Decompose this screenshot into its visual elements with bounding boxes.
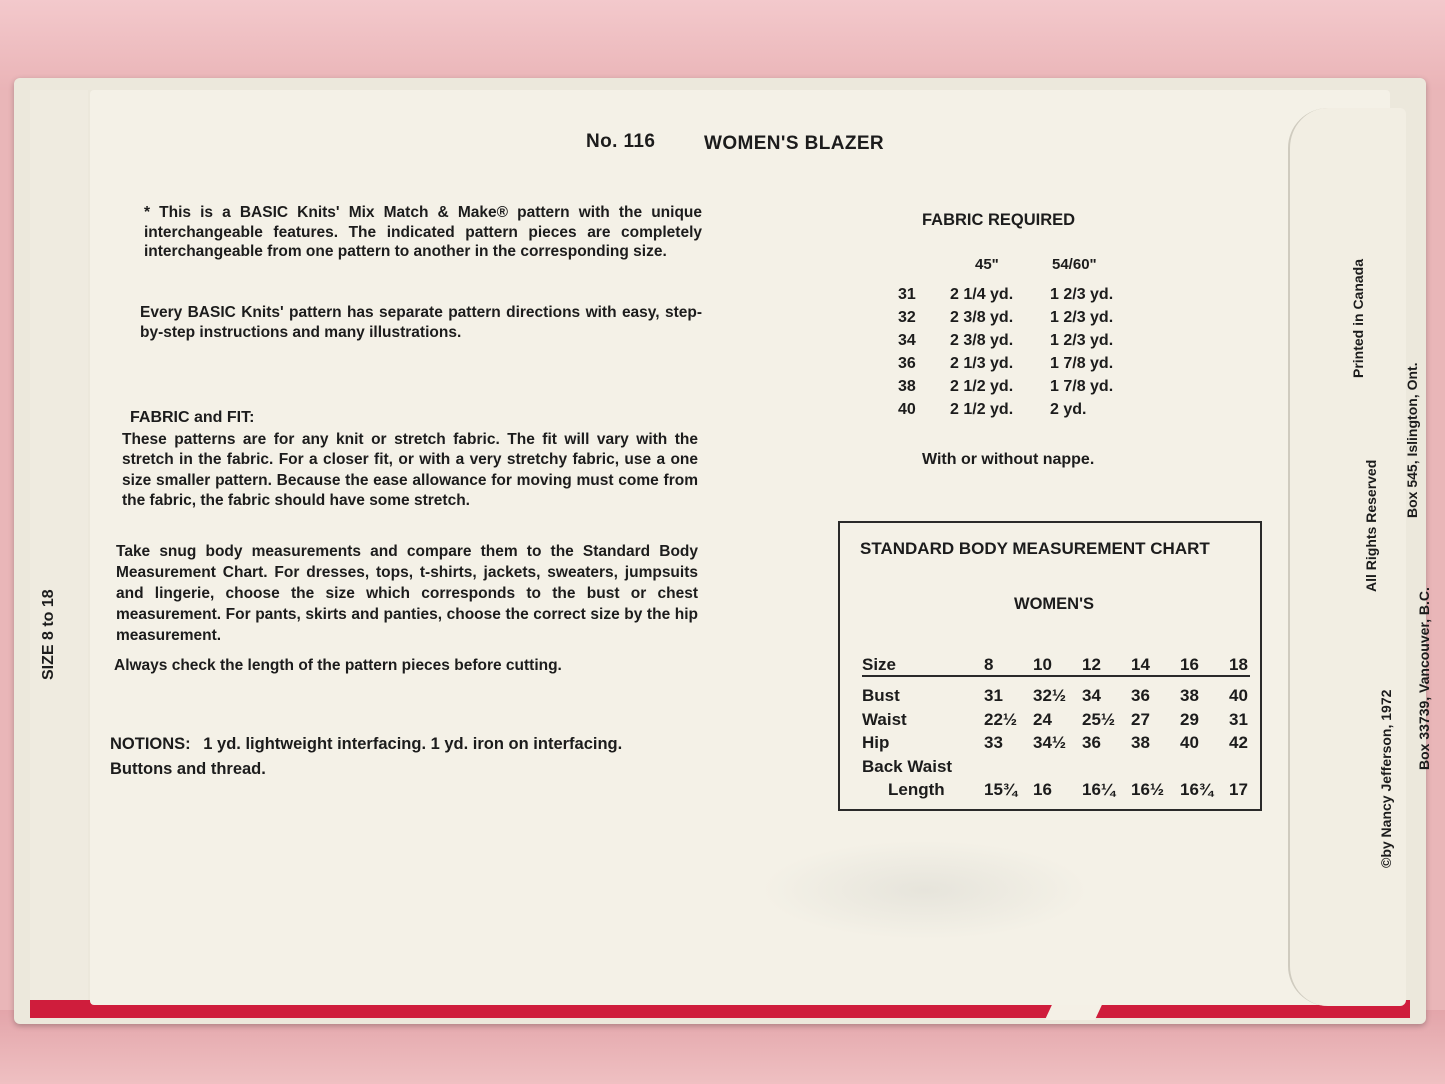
- chart-table: [862, 653, 1278, 802]
- fabric-cell-size: 31: [898, 286, 916, 303]
- envelope-flap: [1288, 108, 1406, 1006]
- chart-size-header-value: 12: [1082, 654, 1101, 674]
- chart-row-length: [862, 779, 1278, 803]
- chart-size-header-label: Size: [862, 654, 897, 674]
- fabric-row: [898, 332, 1113, 355]
- vancouver-address: Box 33739, Vancouver, B.C.: [1416, 587, 1432, 770]
- copyright-notice: ©by Nancy Jefferson, 1972: [1378, 689, 1394, 868]
- fabric-row: [898, 378, 1113, 401]
- chart-row-bust: [862, 685, 1278, 709]
- fabric-row: [898, 286, 1113, 309]
- chart-row-length-value: 16½: [1131, 780, 1165, 800]
- chart-row-back-waist: [862, 755, 1278, 779]
- chart-row-hip: [862, 732, 1278, 756]
- chart-size-header-value: 10: [1033, 654, 1052, 674]
- chart-row-length-value: 17: [1229, 780, 1248, 800]
- fabric-row: [898, 309, 1113, 332]
- fabric-cell-w60: 1 2/3 yd.: [1050, 332, 1114, 349]
- fabric-required-table: [898, 286, 1113, 424]
- fabric-cell-size: 34: [898, 332, 916, 349]
- notions-text-2: Buttons and thread.: [110, 760, 266, 778]
- chart-row-waist-value: 25½: [1082, 709, 1116, 729]
- fabric-cell-w60: 1 2/3 yd.: [1050, 309, 1114, 326]
- fabric-cell-w45: 2 1/3 yd.: [950, 355, 1014, 372]
- fabric-cell-w45: 2 3/8 yd.: [950, 309, 1014, 326]
- pattern-title: WOMEN'S BLAZER: [704, 133, 885, 154]
- fabric-cell-w45: 2 1/2 yd.: [950, 401, 1014, 418]
- chart-row-bust-value: 31: [984, 686, 1003, 706]
- envelope-left-edge: [30, 90, 88, 1002]
- fabric-cell-size: 36: [898, 355, 916, 372]
- fabric-row: [898, 401, 1113, 424]
- fabric-fit-paragraph-2: Take snug body measurements and compare them to the Standard Body Measurement Chart. For dresses, tops, t-shirts, jackets, sweaters, jumpsuits and lingerie, choose the size which corresponds to the bust or chest measurement. For pants, skirts and panties, choose the correct size by the hip measurement.: [116, 543, 698, 644]
- chart-row-length-value: 16: [1033, 780, 1052, 800]
- chart-row-waist-value: 24: [1033, 709, 1052, 729]
- chart-size-header-value: 8: [984, 654, 994, 674]
- fabric-cell-w60: 1 2/3 yd.: [1050, 286, 1114, 303]
- chart-title: STANDARD BODY MEASUREMENT CHART: [860, 539, 1210, 558]
- intro-paragraph-1: * This is a BASIC Knits' Mix Match & Make® pattern with the unique interchangeable features. The indicated pattern pieces are completely interchangeable from one pattern to another in the corresponding size.: [144, 204, 702, 260]
- faded-print-smudge: [760, 840, 1090, 940]
- chart-row-waist-value: 31: [1229, 709, 1248, 729]
- chart-row-hip-value: 38: [1131, 733, 1150, 753]
- notions-label: NOTIONS:: [110, 735, 191, 753]
- fabric-fit-heading: FABRIC and FIT:: [130, 409, 255, 426]
- chart-size-header-value: 16: [1180, 654, 1199, 674]
- chart-row-hip-value: 40: [1180, 733, 1199, 753]
- fabric-width-45: 45": [975, 256, 999, 273]
- chart-row-length-value: 15¾: [984, 780, 1018, 800]
- notions-line-1: [110, 735, 622, 754]
- chart-row-bust-label: Bust: [862, 686, 900, 706]
- fabric-fit-paragraph-3: Always check the length of the pattern pieces before cutting.: [114, 657, 562, 674]
- chart-row-hip-value: 36: [1082, 733, 1101, 753]
- chart-row-length-value: 16¾: [1180, 780, 1214, 800]
- chart-row-bust-value: 32½: [1033, 686, 1067, 706]
- printed-in-canada: Printed in Canada: [1350, 258, 1366, 378]
- body-measurement-chart: [838, 521, 1262, 811]
- chart-row-hip-value: 42: [1229, 733, 1248, 753]
- chart-row-length-label: Length: [888, 780, 945, 800]
- chart-row-waist-value: 29: [1180, 709, 1199, 729]
- notions-text-1: 1 yd. lightweight interfacing. 1 yd. iron on interfacing.: [203, 735, 623, 753]
- all-rights-reserved: All Rights Reserved: [1363, 459, 1379, 592]
- fabric-width-54-60: 54/60": [1052, 256, 1097, 273]
- fabric-cell-size: 38: [898, 378, 916, 395]
- fabric-note: With or without nappe.: [922, 451, 1095, 468]
- chart-row-hip-value: 33: [984, 733, 1003, 753]
- intro-paragraph-2: Every BASIC Knits' pattern has separate pattern directions with easy, step-by-step instructions and many illustrations.: [140, 304, 702, 341]
- pattern-number: No. 116: [586, 131, 656, 152]
- fabric-cell-w45: 2 1/2 yd.: [950, 378, 1014, 395]
- chart-row-length-value: 16¼: [1082, 780, 1116, 800]
- islington-address: Box 545, Islington, Ont.: [1404, 362, 1420, 518]
- chart-size-header-value: 14: [1131, 654, 1150, 674]
- chart-row-bust-value: 36: [1131, 686, 1150, 706]
- chart-row-waist-value: 27: [1131, 709, 1150, 729]
- fabric-row: [898, 355, 1113, 378]
- chart-row-bust-value: 38: [1180, 686, 1199, 706]
- chart-row-waist: [862, 708, 1278, 732]
- chart-row-hip-value: 34½: [1033, 733, 1067, 753]
- fabric-cell-w60: 2 yd.: [1050, 401, 1087, 418]
- fabric-cell-w45: 2 1/4 yd.: [950, 286, 1014, 303]
- fabric-cell-size: 32: [898, 309, 916, 326]
- background-top: [0, 0, 1445, 90]
- fabric-fit-paragraph-1: These patterns are for any knit or stretch fabric. The fit will vary with the stretch in the fabric. For a closer fit, or with a very stretchy fabric, use a one size smaller pattern. Because the ease allowance for moving must come from the fabric, the fabric should have some stretch.: [122, 431, 698, 509]
- chart-subtitle: WOMEN'S: [1014, 595, 1095, 613]
- fabric-cell-w45: 2 3/8 yd.: [950, 332, 1014, 349]
- chart-row-bust-value: 34: [1082, 686, 1101, 706]
- fabric-cell-w60: 1 7/8 yd.: [1050, 378, 1114, 395]
- chart-row-back-waist-label: Back Waist: [862, 756, 953, 776]
- chart-size-header-value: 18: [1229, 654, 1248, 674]
- fabric-cell-w60: 1 7/8 yd.: [1050, 355, 1114, 372]
- chart-row-hip-label: Hip: [862, 733, 890, 753]
- spine-size-range: SIZE 8 to 18: [40, 589, 57, 680]
- chart-row-waist-value: 22½: [984, 709, 1018, 729]
- fabric-cell-size: 40: [898, 401, 916, 418]
- chart-row-bust-value: 40: [1229, 686, 1248, 706]
- chart-row-waist-label: Waist: [862, 709, 907, 729]
- fabric-required-heading: FABRIC REQUIRED: [922, 211, 1076, 229]
- chart-size-header: [862, 653, 1278, 677]
